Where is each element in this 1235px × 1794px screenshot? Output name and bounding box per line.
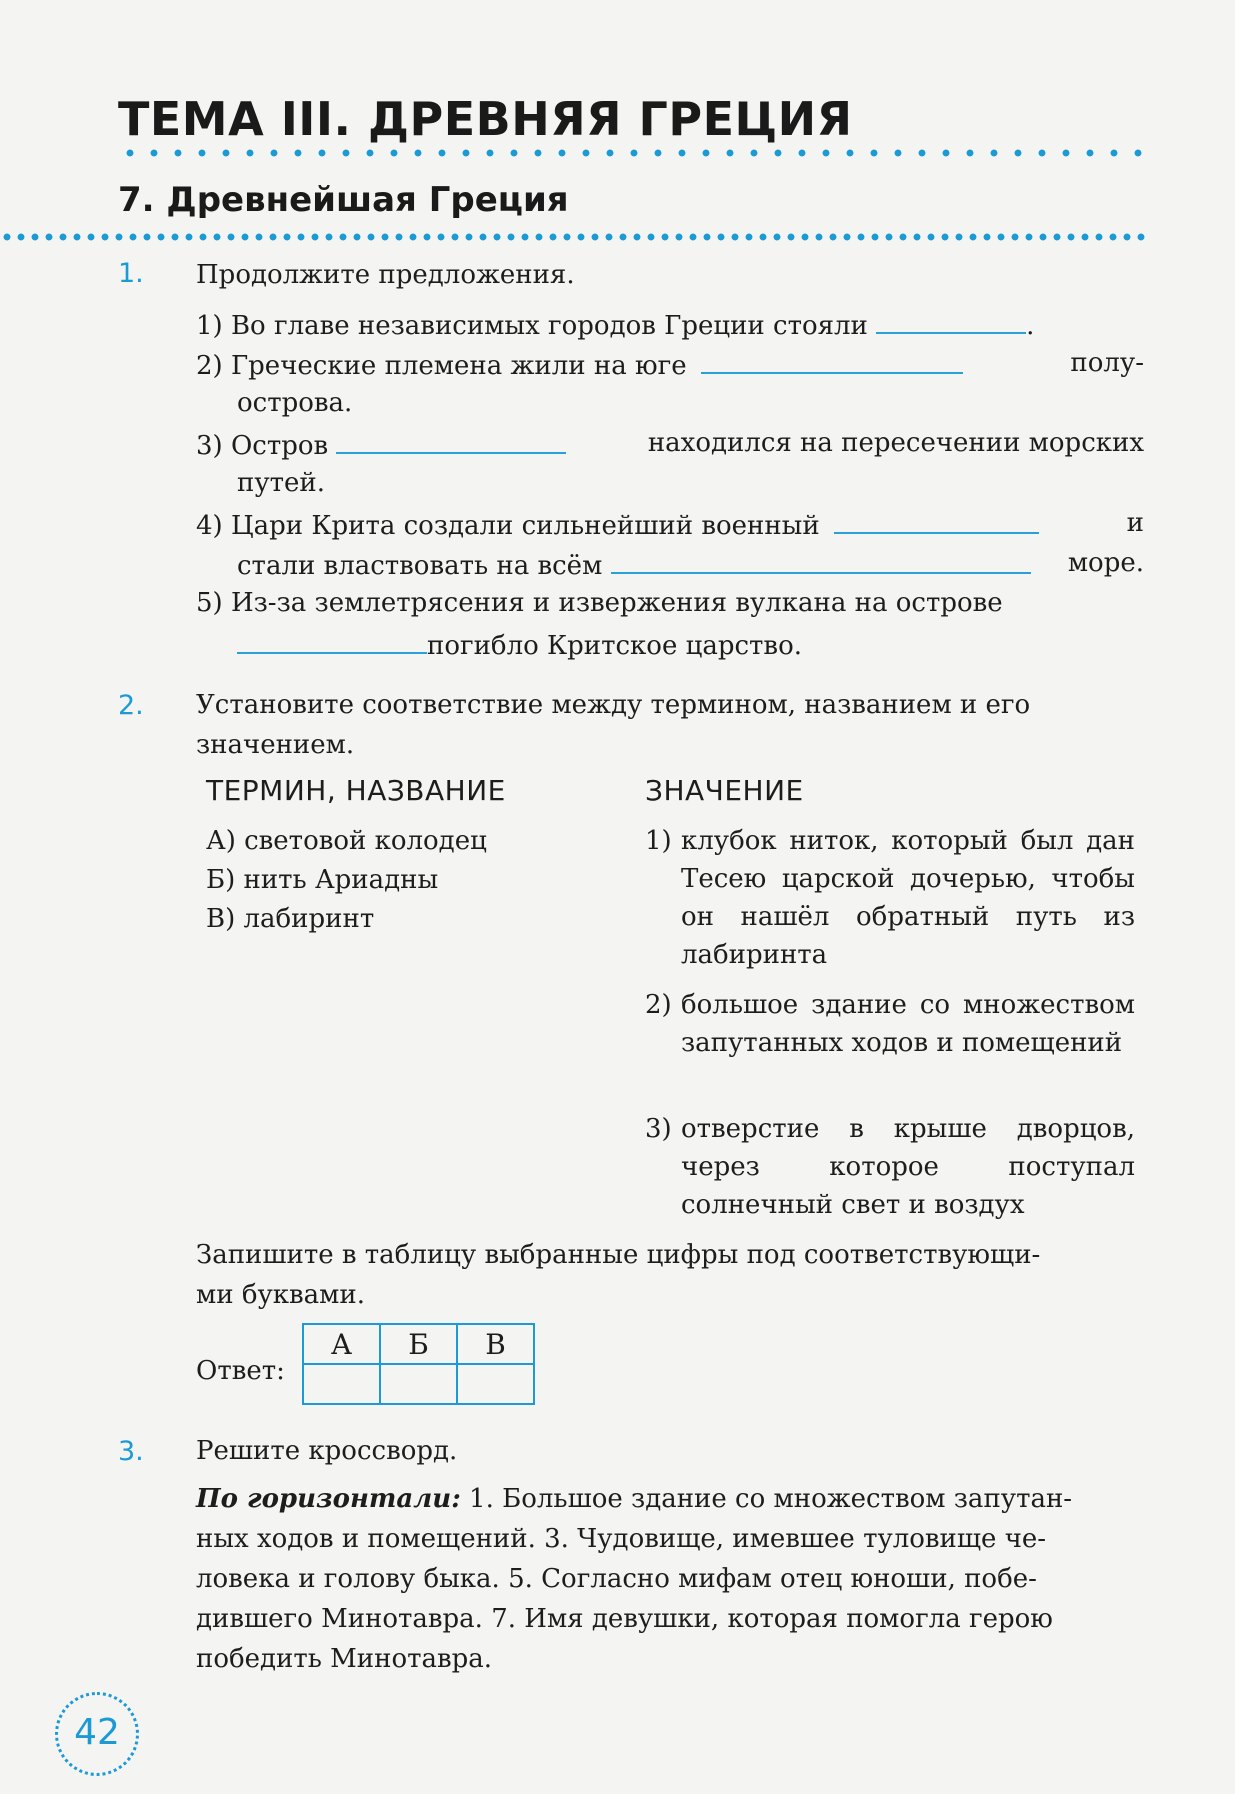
answer-blank[interactable]	[701, 344, 963, 374]
column-header-terms: ТЕРМИН, НАЗВАНИЕ	[206, 774, 506, 807]
dotted-divider-lesson	[0, 232, 1150, 242]
answer-blank[interactable]	[834, 504, 1039, 534]
horizontal-label: По горизонтали:	[196, 1484, 461, 1514]
meaning-1	[645, 822, 1135, 974]
meaning-text: большое здание со множеством запутанных ходов и помещений	[681, 990, 1135, 1058]
task2-prompt-line2: значением.	[196, 730, 355, 760]
answer-cell-b[interactable]	[380, 1364, 457, 1404]
column-header-meanings: ЗНАЧЕНИЕ	[645, 774, 804, 807]
answer-cell-c[interactable]	[457, 1364, 534, 1404]
answer-col-b: Б	[380, 1324, 457, 1364]
task1-number: 1.	[118, 258, 144, 289]
task1-item-1	[196, 304, 1034, 345]
item-text: находился на пересечении морских	[647, 428, 1144, 458]
answer-blank[interactable]	[611, 544, 1031, 574]
item-text: 2) Греческие племена жили на юге	[196, 351, 687, 381]
term-b: Б) нить Ариадны	[206, 865, 439, 895]
meaning-3	[645, 1110, 1135, 1224]
meaning-number: 2)	[645, 990, 672, 1020]
clue-text: 1. Большое здание со множеством запутан-	[460, 1484, 1073, 1514]
task2-number: 2.	[118, 690, 144, 721]
task1-item-4-cont	[237, 544, 1144, 585]
term-a: А) световой колодец	[206, 826, 487, 856]
item-text: полу-	[1070, 348, 1144, 378]
meaning-number: 3)	[645, 1114, 672, 1144]
task3-number: 3.	[118, 1436, 144, 1467]
task1-item-4	[196, 504, 1144, 545]
answer-blank[interactable]	[876, 304, 1026, 334]
answer-blank[interactable]	[336, 424, 566, 454]
item-text: и	[1126, 508, 1144, 538]
task3-line3: ловека и голову быка. 5. Согласно мифам отец юноши, побе-	[196, 1564, 1037, 1594]
meaning-number: 1)	[645, 826, 672, 856]
item-text: .	[1026, 311, 1035, 341]
task1-item-2	[196, 344, 1144, 385]
topic-title: ТЕМА III. ДРЕВНЯЯ ГРЕЦИЯ	[118, 92, 853, 146]
item-text: 4) Цари Крита создали сильнейший военный	[196, 511, 820, 541]
dotted-divider-top	[118, 148, 1146, 158]
item-text: 3) Остров	[196, 431, 329, 461]
task2-write-line2: ми буквами.	[196, 1280, 365, 1310]
answer-col-a: А	[303, 1324, 380, 1364]
meaning-text: клубок ниток, который был дан Тесею царской дочерью, чтобы он нашёл обратный путь из лабиринта	[681, 826, 1135, 970]
task2-prompt-line1: Установите соответствие между термином, названием и его	[196, 690, 1031, 720]
meaning-2	[645, 986, 1135, 1062]
item-text: погибло Критское царство.	[427, 631, 802, 661]
item-text: море.	[1067, 548, 1144, 578]
answer-col-c: В	[457, 1324, 534, 1364]
item-text: стали властвовать на всём	[237, 551, 603, 581]
meaning-text: отверстие в крыше дворцов, через которое поступал солнечный свет и воздух	[681, 1114, 1135, 1220]
task1-item-5-cont	[237, 624, 802, 665]
page-number: 42	[55, 1692, 139, 1776]
task1-item-3-cont: путей.	[237, 468, 325, 498]
item-text: 1) Во главе независимых городов Греции стояли	[196, 311, 868, 341]
task3-line1	[196, 1480, 1144, 1518]
task3-line2: ных ходов и помещений. 3. Чудовище, имевшее туловище че-	[196, 1524, 1047, 1554]
lesson-title: 7. Древнейшая Греция	[118, 180, 569, 220]
task3-line4: дившего Минотавра. 7. Имя девушки, которая помогла герою	[196, 1604, 1053, 1634]
answer-cell-a[interactable]	[303, 1364, 380, 1404]
task1-item-2-cont: острова.	[237, 388, 353, 418]
term-c: В) лабиринт	[206, 904, 375, 934]
task2-write-line1: Запишите в таблицу выбранные цифры под соответствующи-	[196, 1240, 1041, 1270]
task1-item-5: 5) Из-за землетрясения и извержения вулкана на острове	[196, 588, 1003, 618]
answer-blank[interactable]	[237, 624, 427, 654]
task3-line5: победить Минотавра.	[196, 1644, 493, 1674]
task1-item-3	[196, 424, 1144, 465]
task1-prompt: Продолжите предложения.	[196, 260, 575, 290]
task3-prompt: Решите кроссворд.	[196, 1436, 458, 1466]
answer-label: Ответ:	[196, 1356, 285, 1386]
answer-table	[302, 1323, 535, 1405]
